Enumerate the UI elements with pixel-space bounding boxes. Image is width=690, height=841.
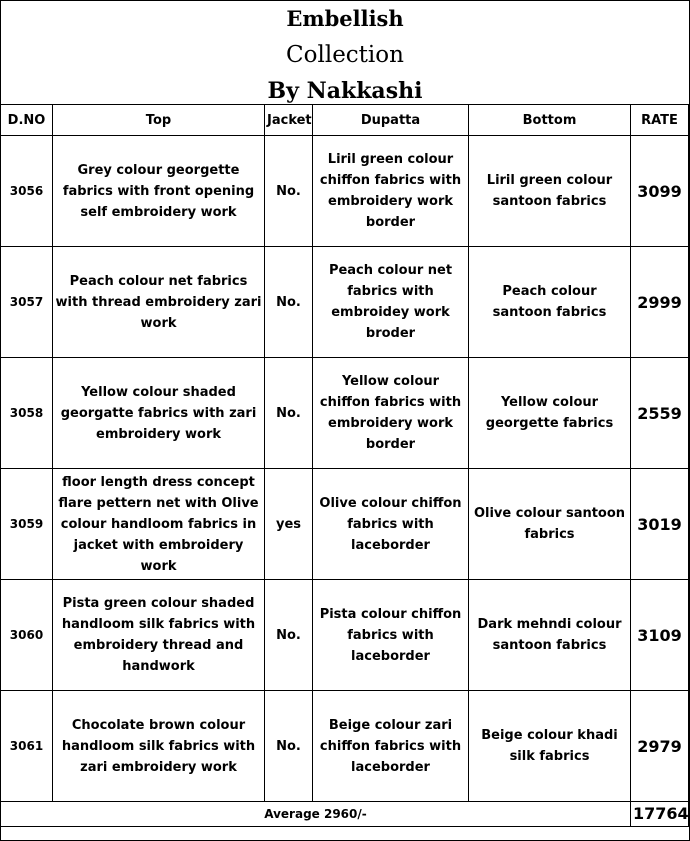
cell-rate: 3099 xyxy=(631,136,689,247)
header-jacket: Jacket xyxy=(265,105,313,136)
table-row xyxy=(1,136,689,247)
cell-top: Peach colour net fabrics with thread embroidery zari work xyxy=(53,247,265,358)
cell-bottom: Yellow colour georgette fabrics xyxy=(469,358,631,469)
table-row xyxy=(1,691,689,802)
cell-rate: 2999 xyxy=(631,247,689,358)
cell-dupatta: Olive colour chiffon fabrics with laceborder xyxy=(313,469,469,580)
header-top: Top xyxy=(53,105,265,136)
average-label: Average 2960/- xyxy=(1,802,631,827)
cell-top: Grey colour georgette fabrics with front opening self embroidery work xyxy=(53,136,265,247)
cell-top: Chocolate brown colour handloom silk fabrics with zari embroidery work xyxy=(53,691,265,802)
header-dno: D.NO xyxy=(1,105,53,136)
cell-dupatta: Pista colour chiffon fabrics with laceborder xyxy=(313,580,469,691)
cell-rate: 3019 xyxy=(631,469,689,580)
cell-top: Pista green colour shaded handloom silk fabrics with embroidery thread and handwork xyxy=(53,580,265,691)
header-bottom: Bottom xyxy=(469,105,631,136)
cell-dupatta: Yellow colour chiffon fabrics with embroidery work border xyxy=(313,358,469,469)
cell-dno: 3060 xyxy=(1,580,53,691)
cell-bottom: Olive colour santoon fabrics xyxy=(469,469,631,580)
cell-bottom: Dark mehndi colour santoon fabrics xyxy=(469,580,631,691)
table-footer-row xyxy=(1,802,689,827)
table-row xyxy=(1,247,689,358)
cell-top: Yellow colour shaded georgatte fabrics with zari embroidery work xyxy=(53,358,265,469)
table-header-row xyxy=(1,105,689,136)
header-dupatta: Dupatta xyxy=(313,105,469,136)
cell-dno: 3056 xyxy=(1,136,53,247)
brand-title: Embellish xyxy=(286,6,404,31)
cell-dno: 3061 xyxy=(1,691,53,802)
cell-jacket: yes xyxy=(265,469,313,580)
cell-bottom: Liril green colour santoon fabrics xyxy=(469,136,631,247)
catalog-table xyxy=(0,104,689,827)
cell-jacket: No. xyxy=(265,358,313,469)
cell-dno: 3058 xyxy=(1,358,53,469)
cell-dupatta: Peach colour net fabrics with embroidey work broder xyxy=(313,247,469,358)
rate-total: 17764 xyxy=(631,802,689,827)
cell-dno: 3059 xyxy=(1,469,53,580)
cell-bottom: Peach colour santoon fabrics xyxy=(469,247,631,358)
header-rate: RATE xyxy=(631,105,689,136)
byline: By Nakkashi xyxy=(267,78,423,104)
table-row xyxy=(1,580,689,691)
cell-dno: 3057 xyxy=(1,247,53,358)
table-row xyxy=(1,358,689,469)
cell-bottom: Beige colour khadi silk fabrics xyxy=(469,691,631,802)
table-row xyxy=(1,469,689,580)
cell-jacket: No. xyxy=(265,247,313,358)
cell-dupatta: Beige colour zari chiffon fabrics with laceborder xyxy=(313,691,469,802)
cell-rate: 2559 xyxy=(631,358,689,469)
collection-subtitle: Collection xyxy=(286,42,404,68)
cell-dupatta: Liril green colour chiffon fabrics with embroidery work border xyxy=(313,136,469,247)
cell-rate: 2979 xyxy=(631,691,689,802)
cell-top: floor length dress concept flare pettern net with Olive colour handloom fabrics in jacket with embroidery work xyxy=(53,469,265,580)
cell-rate: 3109 xyxy=(631,580,689,691)
cell-jacket: No. xyxy=(265,691,313,802)
cell-jacket: No. xyxy=(265,136,313,247)
cell-jacket: No. xyxy=(265,580,313,691)
